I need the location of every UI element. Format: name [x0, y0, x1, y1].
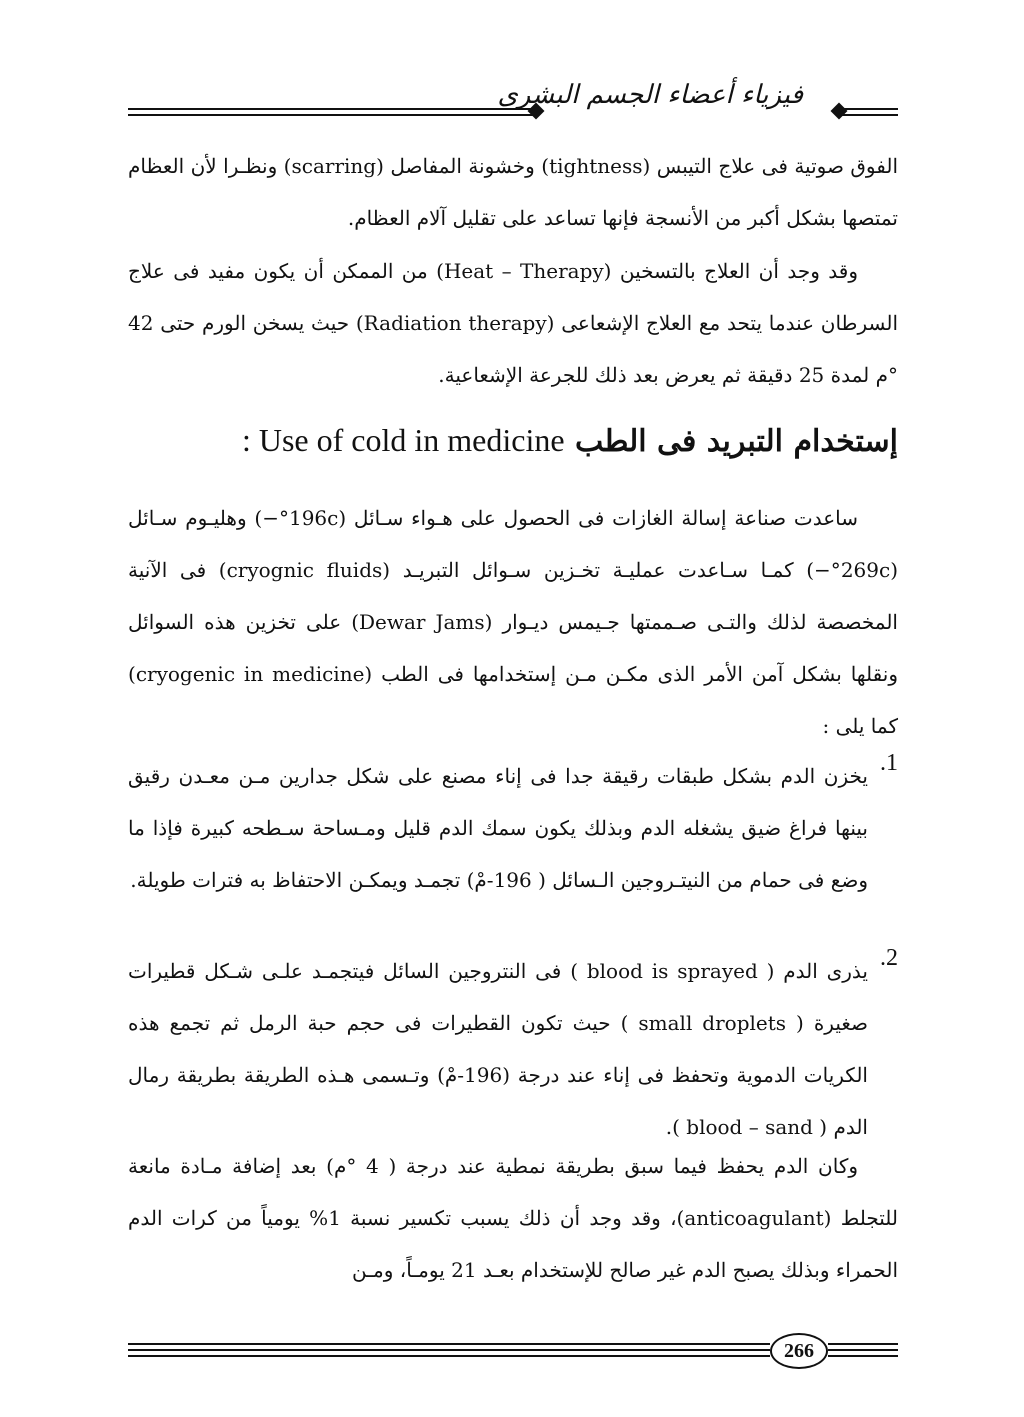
paragraph-1: الفوق صوتية فى علاج التيبس (tightness) وخشونة المفاصل (scarring) ونظـرا لأن العظام تمتصها بشكل أكبر من الأنسجة فإنها تساعد على تقليل آلام العظام.	[128, 154, 899, 230]
paragraph-2: وقد وجد أن العلاج بالتسخين (Heat – Therapy) من الممكن أن يكون مفيد فى علاج السرطان عندما يتحد مع العلاج الإشعاعى (Radiation therapy) حيث يسخن الورم حتى 42 °م لمدة 25 دقيقة ثم يعرض بعد ذلك للجرعة الإشعاعية.	[128, 259, 899, 387]
footer-rule-left-3	[128, 1355, 770, 1357]
paragraph-1-block	[128, 140, 898, 244]
footer-rule-right	[828, 1343, 898, 1345]
footer-rule-right-2	[828, 1349, 898, 1351]
list-number-2: 2.	[880, 945, 898, 971]
list-item-2	[128, 945, 898, 1153]
page-number: 266	[770, 1333, 828, 1369]
footer-rule-left	[128, 1343, 770, 1345]
footer-rule-right-3	[828, 1355, 898, 1357]
paragraph-3-block	[128, 492, 898, 752]
section-heading	[128, 420, 898, 462]
paragraph-4-block	[128, 1140, 898, 1296]
header-title: فيزياء أعضاء الجسم البشرى	[497, 80, 803, 110]
header-diamond-right	[831, 103, 848, 120]
header-rule-left	[128, 108, 533, 110]
footer-rule-left-2	[128, 1349, 770, 1351]
header-rule-right	[838, 108, 898, 110]
paragraph-2-block	[128, 245, 898, 401]
header-rule-left-2	[128, 114, 533, 116]
list-text-2: يذرى الدم ( blood is sprayed ) فى النتروجين السائل فيتجمـد علـى شـكل قطيرات صغيرة ( small droplets ) حيث تكون القطيرات فى حجم حبة الرمل ثم تجمع هذه الكريات الدموية وتحفظ فى إناء عند درجة (196-مْ) وتـسمى هـذه الطريقة بطريقة رمال الدم ( blood – sand ).	[128, 959, 868, 1139]
heading-english: : Use of cold in medicine	[241, 422, 565, 458]
list-item-1	[128, 750, 898, 906]
paragraph-4: وكان الدم يحفظ فيما سبق بطريقة نمطية عند درجة ( 4 °م) بعد إضافة مـادة مانعة للتجلط (anticoagulant)، وقد وجد أن ذلك يسبب تكسير نسبة 1% يومياً من كرات الدم الحمراء وبذلك يصبح الدم غير صالح للإستخدام بعـد 21 يومـاً، ومـن	[128, 1154, 898, 1282]
list-number-1: 1.	[880, 750, 898, 776]
paragraph-3: ساعدت صناعة إسالة الغازات فى الحصول على هـواء سـائل (196c°−) وهليـوم سـائل (269c°−) كمـا سـاعدت عمليـة تخـزين سـوائل التبريـد (cryognic fluids) فى الآنية المخصصة لذلك والتـى صـممتها جـيمس ديـوار (Dewar Jams) على تخزين هذه السوائل ونقلها بشكل آمن الأمر الذى مكـن مـن إستخدامها فى الطب (cryogenic in medicine) كما يلى :	[128, 506, 898, 738]
header-rule-right-2	[838, 114, 898, 116]
page-footer	[128, 1325, 898, 1375]
page-header	[128, 72, 898, 132]
heading-arabic: إستخدام التبريد فى الطب	[575, 424, 898, 459]
list-text-1: يخزن الدم بشكل طبقات رقيقة جدا فى إناء مصنع على شكل جدارين مـن معـدن رقيق بينها فراغ ضيق يشغله الدم وبذلك يكون سمك الدم قليل ومـساحة سـطحه كبيرة فإذا ما وضع فى حمام من النيتـروجين الـسائل ( 196-مْ) تجمـد ويمكـن الاحتفاظ به فترات طويلة.	[128, 764, 868, 892]
